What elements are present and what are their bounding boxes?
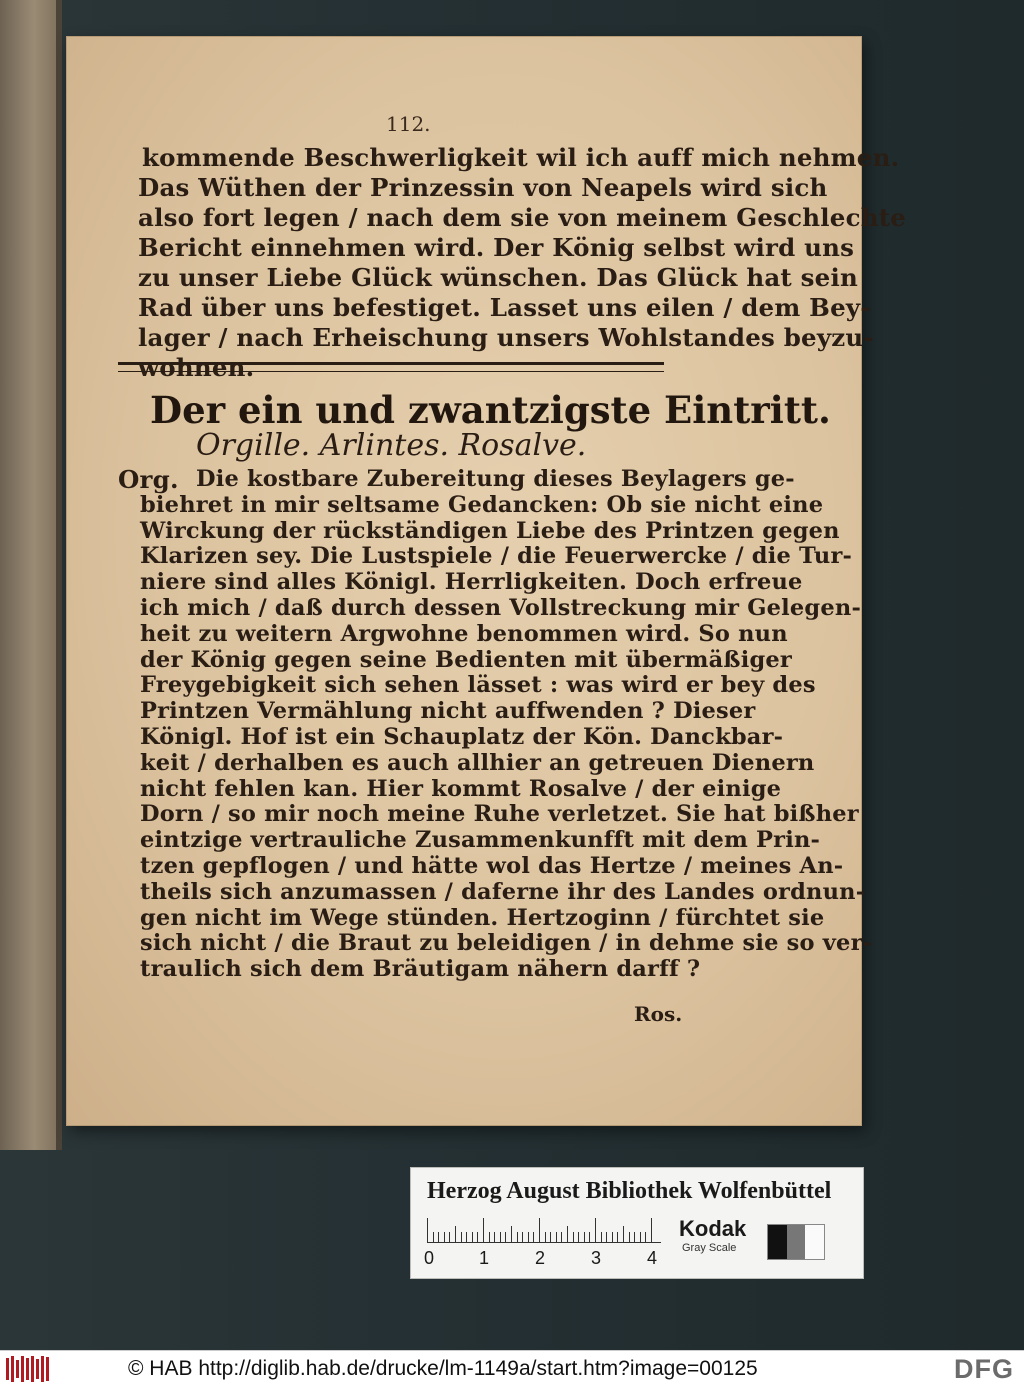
text-line: wohnen. <box>138 353 255 382</box>
text-line: ich mich / daß durch dessen Vollstreckung mir Gelegen- <box>140 595 861 621</box>
text-line: heit zu weitern Argwohne benommen wird. So nun <box>140 620 788 647</box>
ruler-tick <box>466 1232 467 1242</box>
text-line: keit / derhalben es auch allhier an getreuen Dienern <box>140 749 815 776</box>
ruler-number: 3 <box>591 1248 602 1268</box>
ruler-number: 0 <box>424 1248 435 1268</box>
text-line: Dorn / so mir noch meine Ruhe verletzet. Sie hat bißher <box>140 801 859 828</box>
dfg-logo: DFG <box>954 1354 1014 1384</box>
text-line: Königl. Hof ist ein Schauplatz der Kön. Danckbar- <box>140 724 784 750</box>
ruler-tick <box>601 1232 602 1242</box>
ruler-tick <box>477 1232 478 1242</box>
text-line: sich nicht / die Braut zu beleidigen / in dehme sie so ver- <box>140 930 873 957</box>
ruler-tick <box>573 1232 574 1242</box>
text-line: nicht fehlen kan. Hier kommt Rosalve / der einige <box>140 775 782 802</box>
ruler-tick <box>550 1232 551 1242</box>
text-line: traulich sich dem Bräutigam nähern darff ? <box>140 956 701 983</box>
ruler-tick <box>505 1232 506 1242</box>
ruler-tick <box>472 1232 473 1242</box>
text-line: gen nicht im Wege stünden. Hertzoginn / fürchtet sie <box>140 904 825 931</box>
ruler-number: 2 <box>535 1248 546 1268</box>
gray-swatches <box>767 1224 825 1260</box>
ruler-tick <box>589 1232 590 1242</box>
scene-persons: Orgille. Arlintes. Rosalve. <box>196 428 587 463</box>
ruler-tick <box>623 1226 624 1242</box>
ruler-tick <box>444 1232 445 1242</box>
text-line: Die kostbare Zubereitung dieses Beylagers ge- <box>196 466 795 492</box>
text-line: also fort legen / nach dem sie von meinem Geschlechte <box>138 203 907 232</box>
text-line: lager / nach Erheischung unsers Wohlstandes beyzu- <box>138 323 874 352</box>
ruler-tick <box>528 1232 529 1242</box>
catchword: Ros. <box>634 1002 683 1026</box>
text-line: Rad über uns befestiget. Lasset uns eilen / dem Bey- <box>138 293 871 322</box>
ruler-tick <box>629 1232 630 1242</box>
ruler-tick <box>489 1232 490 1242</box>
library-label <box>410 1167 864 1279</box>
ruler-tick <box>651 1218 652 1242</box>
ruler-number: 4 <box>647 1248 658 1268</box>
text-line: tzen gepflogen / und hätte wol das Hertze / meines An- <box>140 853 844 879</box>
ruler-tick <box>539 1218 540 1242</box>
ruler-tick <box>561 1232 562 1242</box>
ruler-tick <box>461 1232 462 1242</box>
ruler-tick <box>617 1232 618 1242</box>
text-line: Wirckung der rückständigen Liebe des Printzen gegen <box>140 517 840 544</box>
text-line: niere sind alles Königl. Herrligkeiten. Doch erfreue <box>140 569 803 596</box>
text-line: biehret in mir seltsame Gedancken: Ob sie nicht eine <box>140 491 824 518</box>
ruler-tick <box>433 1232 434 1242</box>
ruler-tick <box>645 1232 646 1242</box>
footer-bar <box>0 1350 1024 1387</box>
ruler-tick <box>634 1232 635 1242</box>
ruler-tick <box>606 1232 607 1242</box>
library-name: Herzog August Bibliothek Wolfenbüttel <box>427 1178 832 1204</box>
swatch-black <box>768 1225 787 1259</box>
scale-ruler <box>427 1216 661 1243</box>
text-line: zu unser Liebe Glück wünschen. Das Glück hat sein <box>138 263 858 292</box>
ruler-tick <box>522 1232 523 1242</box>
previous-leaf-edge <box>0 0 62 1150</box>
ruler-tick <box>438 1232 439 1242</box>
text-line: kommende Beschwerligkeit wil ich auff mich nehmen. <box>142 143 900 172</box>
speaker-label: Org. <box>118 465 179 494</box>
scene-heading: Der ein und zwantzigste Eintritt. <box>150 388 831 432</box>
kodak-brand: Kodak <box>679 1216 747 1241</box>
ruler-tick <box>517 1232 518 1242</box>
ruler-tick <box>578 1232 579 1242</box>
ruler-tick <box>427 1218 428 1242</box>
ruler-tick <box>612 1232 613 1242</box>
text-line: eintzige vertrauliche Zusammenkunfft mit dem Prin- <box>140 827 821 854</box>
gray-scale-caption: Gray Scale <box>682 1242 737 1254</box>
text-line: der König gegen seine Bedienten mit übermäßiger <box>140 646 792 673</box>
ruler-tick <box>449 1232 450 1242</box>
ruler-tick <box>545 1232 546 1242</box>
text-line: Bericht einnehmen wird. Der König selbst wird uns <box>138 233 855 262</box>
ruler-tick <box>494 1232 495 1242</box>
ruler-tick <box>567 1226 568 1242</box>
text-line: Klarizen sey. Die Lustspiele / die Feuerwercke / die Tur- <box>140 543 853 570</box>
text-line: Freygebigkeit sich sehen lässet : was wird er bey des <box>140 672 816 699</box>
text-line: Printzen Vermählung nicht auffwenden ? Dieser <box>140 698 756 725</box>
copyright-link[interactable]: © HAB http://diglib.hab.de/drucke/lm-1149a/start.htm?image=00125 <box>128 1357 758 1380</box>
ruler-number: 1 <box>479 1248 490 1268</box>
ruler-tick <box>511 1226 512 1242</box>
hab-logo-icon <box>6 1355 52 1383</box>
page-number: 112. <box>386 112 431 136</box>
swatch-gray <box>787 1225 806 1259</box>
ruler-tick <box>483 1218 484 1242</box>
ruler-tick <box>556 1232 557 1242</box>
ruler-tick <box>455 1226 456 1242</box>
text-line: theils sich anzumassen / daferne ihr des Landes ordnun- <box>140 878 866 905</box>
ruler-tick <box>533 1232 534 1242</box>
ruler-tick <box>500 1232 501 1242</box>
ruler-tick <box>584 1232 585 1242</box>
swatch-white <box>805 1225 824 1259</box>
text-line: Das Wüthen der Prinzessin von Neapels wird sich <box>138 173 828 202</box>
ruler-tick <box>640 1232 641 1242</box>
ornamental-rule <box>118 362 664 372</box>
ruler-tick <box>595 1218 596 1242</box>
